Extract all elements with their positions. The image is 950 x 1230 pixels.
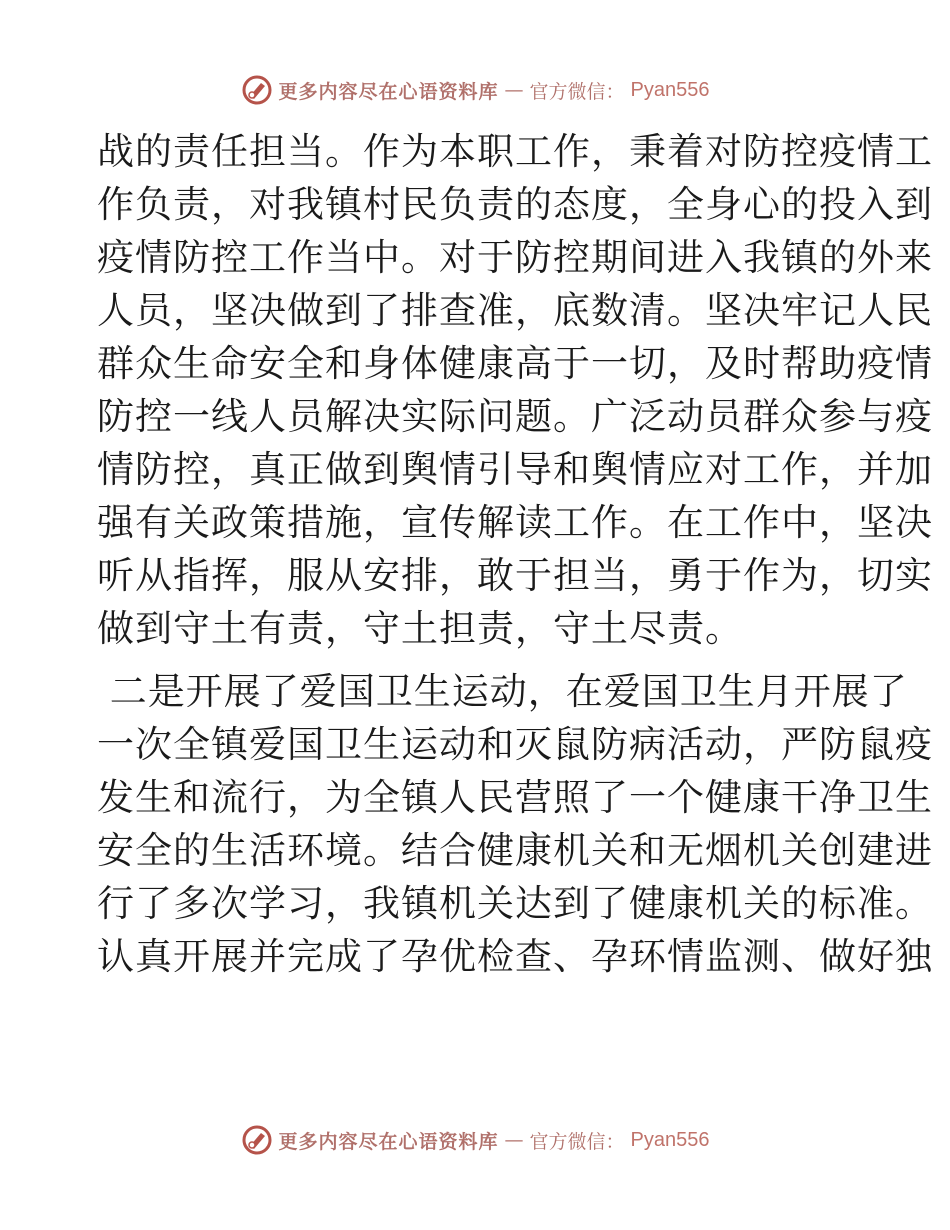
document-body [97, 125, 933, 983]
footer-site-text: 更多内容尽在心语资料库 [278, 1130, 499, 1153]
header-dash: — [504, 79, 524, 101]
text-line: 一次全镇爱国卫生运动和灭鼠防病活动，严防鼠疫 [97, 723, 933, 766]
text-line: 听从指挥，服从安排，敢于担当，勇于作为，切实 [97, 554, 933, 597]
text-line: 认真开展并完成了孕优检查、孕环情监测、做好独 [97, 935, 933, 978]
text-line: 行了多次学习，我镇机关达到了健康机关的标准。 [97, 882, 933, 925]
footer-dash: — [504, 1129, 524, 1151]
text-line: 安全的生活环境。结合健康机关和无烟机关创建进 [97, 829, 933, 872]
text-line: 强有关政策措施，宣传解读工作。在工作中，坚决 [97, 501, 933, 544]
text-line: 作负责，对我镇村民负责的态度，全身心的投入到 [97, 183, 933, 226]
header-wechat-id: Pyan556 [630, 78, 710, 101]
paragraph-1 [97, 125, 933, 655]
text-line: 疫情防控工作当中。对于防控期间进入我镇的外来 [97, 236, 933, 279]
header-site-text: 更多内容尽在心语资料库 [278, 80, 499, 103]
header-banner [0, 70, 950, 110]
paragraph-2 [97, 665, 933, 983]
text-line: 做到守土有责，守土担责，守土尽责。 [97, 607, 743, 650]
text-line: 群众生命安全和身体健康高于一切，及时帮助疫情 [97, 342, 933, 385]
footer-wechat-label: 官方微信： [529, 1130, 625, 1153]
footer-banner [0, 1120, 950, 1160]
header-wechat-label: 官方微信： [529, 80, 625, 103]
footer-wechat-id: Pyan556 [630, 1128, 710, 1151]
text-line: 防控一线人员解决实际问题。广泛动员群众参与疫 [97, 395, 933, 438]
text-line: 发生和流行，为全镇人民营照了一个健康干净卫生 [97, 776, 933, 819]
text-line: 二是开展了爱国卫生运动，在爱国卫生月开展了 [97, 670, 908, 713]
brand-logo-icon [241, 1124, 273, 1156]
brand-logo-icon [241, 74, 273, 106]
text-line: 战的责任担当。作为本职工作，秉着对防控疫情工 [97, 130, 933, 173]
text-line: 情防控，真正做到舆情引导和舆情应对工作，并加 [97, 448, 933, 491]
text-line: 人员，坚决做到了排查准，底数清。坚决牢记人民 [97, 289, 933, 332]
